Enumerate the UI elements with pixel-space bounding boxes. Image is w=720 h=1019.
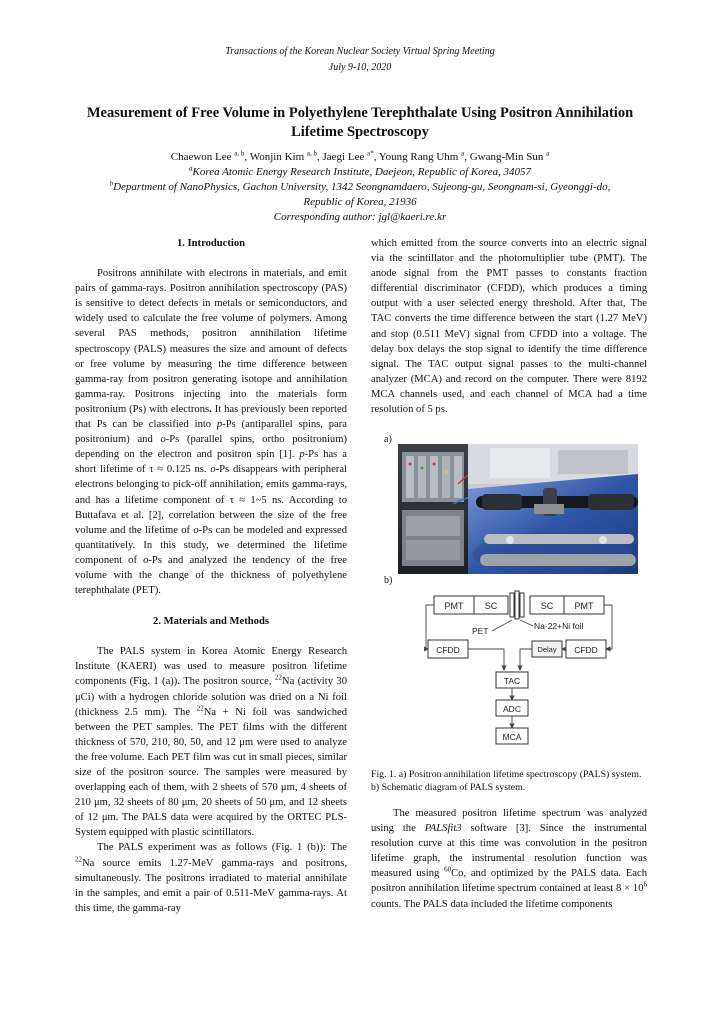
text: Co, and optimized by the PALS data. Each positron annihilation lifetime spectrum contained at least 8 × 10: [371, 868, 647, 895]
author-name: Jaegi Lee: [322, 151, 365, 163]
author-sup: a*: [367, 149, 374, 158]
author-name: Gwang-Min Sun: [469, 151, 544, 163]
mca-label: MCA: [502, 732, 522, 742]
author-name: Young Rang Uhm: [378, 151, 459, 163]
sc-left-label: SC: [484, 601, 498, 611]
text: o: [160, 434, 166, 446]
text: software [3]. Since the instrumental resolution curve at this time was convolution in the positron lifetime graph, the instrumental resolution function was measured using: [371, 823, 648, 880]
author-sup: a, b: [234, 149, 245, 158]
author-sup: a, b: [306, 149, 317, 158]
aff-sup: b: [109, 179, 114, 188]
text: It has previously been reported that Ps can be classified into: [75, 403, 347, 431]
text: 22: [274, 673, 282, 682]
author-name: Chaewon Lee: [170, 151, 232, 163]
right-column: [371, 236, 647, 417]
text: Na (activity 30 μCi) with a hydrogen chloride solution was dried on a Ni foil (thickness 2.5 mm). The: [75, 676, 347, 718]
conference-date: July 9-10, 2020: [328, 62, 392, 73]
text: Na + Ni foil was sandwiched between the PET samples. The PET films with the different thickness of 570, 210, 80, 50, and 12 μm were used to analyze the free volume. Each PET film was cut in small pieces, similar size of the positron source. The samples were measured by overlapping each of them, with 2 sheets of 570 μm, 4 sheets of 210 μm, 32 sheets of 80 μm, 20 sheets of 50 μm, and 12 sheets of 12 μm. The PALS data were acquired by the ORTEC PLS-System equipped with plastic scintillators.: [75, 706, 347, 839]
text: The measured positron lifetime spectrum was analyzed using the: [371, 808, 647, 835]
text: Na source emits 1.27-MeV gamma-rays and positrons, simultaneously. The positrons irradiated to material annihilate in the samples, and emit a pair of 0.511-MeV gamma-rays. At this time, the gamma-ray: [75, 857, 347, 914]
aff-text: Department of NanoPhysics, Gachon University, 1342 Seongnamdaero, Sujeong-gu, Seongnam-si, Gyeonggi-do,: [113, 181, 611, 193]
conference-name: Transactions of the Korean Nuclear Society Virtual Spring Meeting: [225, 46, 495, 57]
text: The PALS system in Korea Atomic Energy Research Institute (KAERI) was used to measure positron lifetime components (Fig. 1 (a)). The positron source,: [75, 646, 347, 688]
author-sup: a: [546, 149, 550, 158]
text: -Ps disappears with peripheral electrons belonging to pick-off annihilation, emits gamma-rays, and has a lifetime component of τ ≈ 1~5 ns. According to Buttafava et al. [2], correlation between the size of the free volume and the lifetime of: [75, 464, 347, 536]
affiliation-a: [40, 165, 680, 180]
text: -Ps (parallel spins, ortho positronium) depending on the electron and positron spin [1].: [75, 434, 347, 461]
analysis-paragraph: [371, 806, 647, 912]
author-block: [40, 150, 680, 225]
conference-header: [0, 44, 720, 76]
figure-label-b: b): [384, 575, 393, 586]
affiliation-b: [40, 180, 680, 195]
right-column-lower: [371, 806, 647, 912]
sample-stack: [510, 591, 524, 619]
text: o: [210, 464, 216, 476]
figure-caption: Fig. 1. a) Positron annihilation lifetime spectroscopy (PALS) system. b) Schematic diagram of PALS system.: [371, 769, 642, 793]
cfdd-left-label: CFDD: [436, 645, 460, 655]
aff-text: Korea Atomic Energy Research Institute, Daejeon, Republic of Korea, 34057: [192, 166, 531, 178]
text: o: [193, 524, 199, 536]
methods-paragraph: [75, 644, 347, 840]
text: 22: [196, 704, 204, 713]
software-name: PALSfit3: [424, 823, 462, 835]
text: The PALS experiment was as follows (Fig. 1 (b)): The: [97, 842, 347, 854]
text: -Ps and analyzed the tendency of the free volume with the change of the thickness of polyethylene terephthalate (PET).: [75, 554, 347, 597]
text: .: [209, 403, 212, 415]
text: -Ps has a short lifetime of τ ≈ 0.125 ns.: [75, 449, 347, 476]
text: 22: [75, 855, 82, 864]
aff-sup: a: [189, 164, 193, 173]
delay-label: Delay: [537, 645, 557, 654]
cfdd-right-label: CFDD: [574, 645, 598, 655]
figure-label-a: a): [384, 434, 392, 445]
left-column: [75, 236, 347, 916]
pmt-left-label: PMT: [444, 601, 464, 611]
paper-title: Measurement of Free Volume in Polyethylene Terephthalate Using Positron Annihilation Lifetime Spectroscopy: [86, 105, 634, 140]
tac-label: TAC: [503, 676, 521, 686]
text: Positrons annihilate with electrons in materials, and emit pairs of gamma-rays. Positron annihilation spectroscopy (PAS) is sensitive to detect defects in metals or semiconductors, and widely used to calculate the free volume of polymers. Among several PAS methods, positron annihilation lifetime spectroscopy (PALS) measures the size and amount of defects or free volume by measuring the time difference between gamma-ray from positron generating isotope and annihilation gamma-ray. Positrons injecting into the materials form positronium (Ps) with electrons: [75, 268, 347, 415]
pet-label: PET: [472, 626, 489, 636]
author-list: Chaewon Lee $^{a, b}$, Wonjin Kim $^{a, b}$, Jaegi Lee $^{a*}$, Young Rang Uhm $^a$, Gwang-Min Sun $^a$: [170, 149, 550, 163]
intro-paragraph: [75, 266, 347, 598]
pals-system-photo: [398, 444, 638, 574]
sc-right-label: SC: [540, 601, 554, 611]
text: -Ps (antiparallel spins, para positronium) and: [75, 419, 347, 446]
text: o: [143, 554, 149, 566]
text: 60: [444, 865, 452, 874]
text: 6: [643, 880, 647, 889]
text: -Ps can be modeled and expressed quantitatively. In this study, we determined the lifetime component of: [75, 524, 348, 566]
author-name: Wonjin Kim: [249, 151, 305, 163]
author-sup: a: [461, 149, 465, 158]
affiliation-b-cont: Republic of Korea, 21936: [303, 196, 417, 208]
pmt-right-label: PMT: [574, 601, 594, 611]
methods-paragraph-2: [75, 840, 347, 915]
text: p: [216, 419, 223, 431]
text: counts. The PALS data included the lifetime components: [371, 898, 613, 910]
methods-heading: 2. Materials and Methods: [153, 616, 269, 628]
adc-label: ADC: [503, 704, 521, 714]
source-label: Na-22+Ni foil: [534, 621, 584, 631]
pals-schematic-diagram: [424, 588, 614, 764]
intro-heading: 1. Introduction: [176, 238, 246, 249]
continued-paragraph: which emitted from the source converts into an electric signal via the scintillator and the photomultiplier tube (PMT). The anode signal from the PMT passes to constants fraction differential discriminator (CFDD), which produces a timing output with a user selected energy threshold. After that, The TAC converts the time difference between the start (1.27 MeV) and stop (0.511 MeV) signal from CFDD into a voltage. The delay box delays the stop signal to identify the time difference signal. The TAC output signal passes to the multi-channel analyzer (MCA) and record on the computer. There were 8192 MCA channels used, and each channel of MCA had a time resolution of 5 ps.: [371, 238, 647, 416]
text: p: [299, 449, 305, 461]
corresponding-author: Corresponding author: jgl@kaeri.re.kr: [273, 211, 447, 223]
